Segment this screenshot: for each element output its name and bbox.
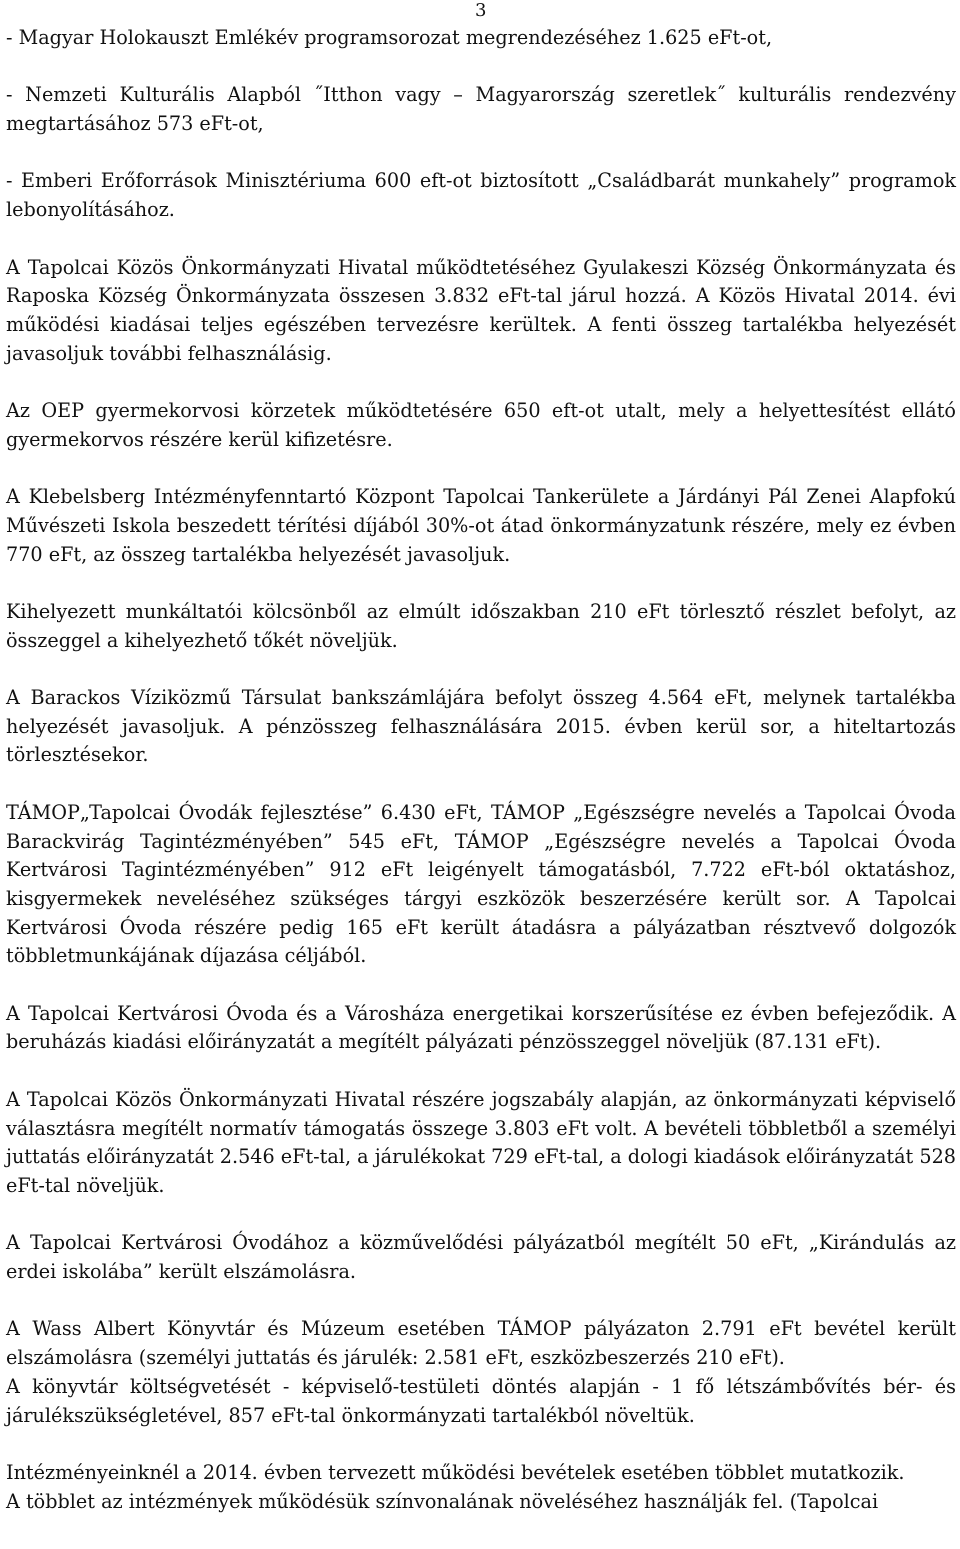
paragraph-barackos-water-utility: A Barackos Víziközmű Társulat bankszámlájára befolyt összeg 4.564 eFt, melynek tartalékba helyezését javasoljuk. A pénzösszeg felhasználására 2015. évben kerül sor, a hiteltartozás törlesztésekor. (6, 686, 956, 767)
library-tamop-sentence: A Wass Albert Könyvtár és Múzeum esetében TÁMOP pályázaton 2.791 eFt bevétel került elszámolásra (személyi juttatás és járulék: 2.581 eFt, eszközbeszerzés 210 eFt). (6, 1317, 956, 1370)
paragraph-employer-loan: Kihelyezett munkáltatói kölcsönből az elmúlt időszakban 210 eFt törlesztő részlet befolyt, az összeggel a kihelyezhető tőkét növeljük. (6, 599, 956, 652)
paragraph-forest-school-excursion: A Tapolcai Kertvárosi Óvodához a közművelődési pályázatból megítélt 50 eFt, „Kirándulás az erdei iskolába” került elszámolásra. (6, 1231, 956, 1284)
paragraph-election-support: A Tapolcai Közös Önkormányzati Hivatal részére jogszabály alapján, az önkormányzati képviselő választásra megítélt normatív támogatás összege 3.803 eFt volt. A bevételi többletből a személyi juttatás előirányzatát 2.546 eFt-tal, a járulékokat 729 eFt-tal, a dologi kiadások előirányzatát 528 eFt-tal növeljük. (6, 1087, 956, 1197)
document-page (6, 0, 956, 1516)
library-budget-sentence: A könyvtár költségvetését - képviselő-testületi döntés alapján - 1 fő létszámbővítés bér- és járulékszükségletével, 857 eFt-tal önkormányzati tartalékból növeltük. (6, 1374, 956, 1427)
paragraph-institution-revenue (6, 1459, 956, 1516)
paragraph-library-museum (6, 1315, 956, 1430)
institution-revenue-sentence: Intézményeinknél a 2014. évben tervezett működési bevételek esetében többlet mutatkozik. (6, 1460, 905, 1484)
paragraph-common-office-funding: A Tapolcai Közös Önkormányzati Hivatal működtetéséhez Gyulakeszi Község Önkormányzata és Raposka Község Önkormányzata összesen 3.832 eFt-tal járul hozzá. A Közös Hivatal 2014. évi működési kiadásai teljes egészében tervezésre kerültek. A fenti összeg tartalékba helyezését javasoljuk további felhasználásig. (6, 255, 956, 365)
paragraph-energy-modernization: A Tapolcai Kertvárosi Óvoda és a Városháza energetikai korszerűsítése ez évben befejeződik. A beruházás kiadási előirányzatát a megítélt pályázati pénzösszeggel növeljük (87.131 eFt). (6, 1001, 956, 1054)
list-item-holocaust-memorial-year: - Magyar Holokauszt Emlékév programsorozat megrendezéséhez 1.625 eFt-ot, (6, 26, 773, 49)
list-item-human-resources-ministry: - Emberi Erőforrások Minisztériuma 600 eft-ot biztosított „Családbarát munkahely” programok lebonyolításához. (6, 169, 956, 222)
paragraph-klebelsberg-music-school: A Klebelsberg Intézményfenntartó Központ Tapolcai Tankerülete a Járdányi Pál Zenei Alapfokú Művészeti Iskola beszedett térítési díjából 30%-ot átad önkormányzatunk részére, mely ez évben 770 eFt, az összeg tartalékba helyezését javasoljuk. (6, 485, 956, 566)
list-item-national-cultural-fund: - Nemzeti Kulturális Alapból ˝Itthon vagy – Magyarország szeretlek˝ kulturális rendezvény megtartásához 573 eFt-ot, (6, 83, 956, 136)
document-body (6, 0, 956, 1516)
institution-surplus-sentence: A többlet az intézmények működésük színvonalának növeléséhez használják fel. (Tapolcai (6, 1489, 879, 1513)
paragraph-tamop-kindergartens: TÁMOP„Tapolcai Óvodák fejlesztése” 6.430 eFt, TÁMOP „Egészségre nevelés a Tapolcai Óvoda Barackvirág Tagintézményében” 545 eFt, TÁMOP „Egészségre nevelés a Tapolcai Óvoda Kertvárosi Tagintézményében” 912 eFt leigényelt támogatásból, 7.722 eFt-ból oktatáshoz, kisgyermekek neveléséhez szükséges tárgyi eszközök beszerzésére került sor. A Tapolcai Kertvárosi Óvoda részére pedig 165 eFt került átadásra a pályázatban résztvevő dolgozók többletmunkájának díjazása céljából. (6, 800, 956, 968)
page-number: 3 (475, 0, 487, 21)
paragraph-oep-pediatric: Az OEP gyermekorvosi körzetek működtetésére 650 eft-ot utalt, mely a helyettesítést ellátó gyermekorvos részére kerül kifizetésre. (6, 399, 956, 451)
